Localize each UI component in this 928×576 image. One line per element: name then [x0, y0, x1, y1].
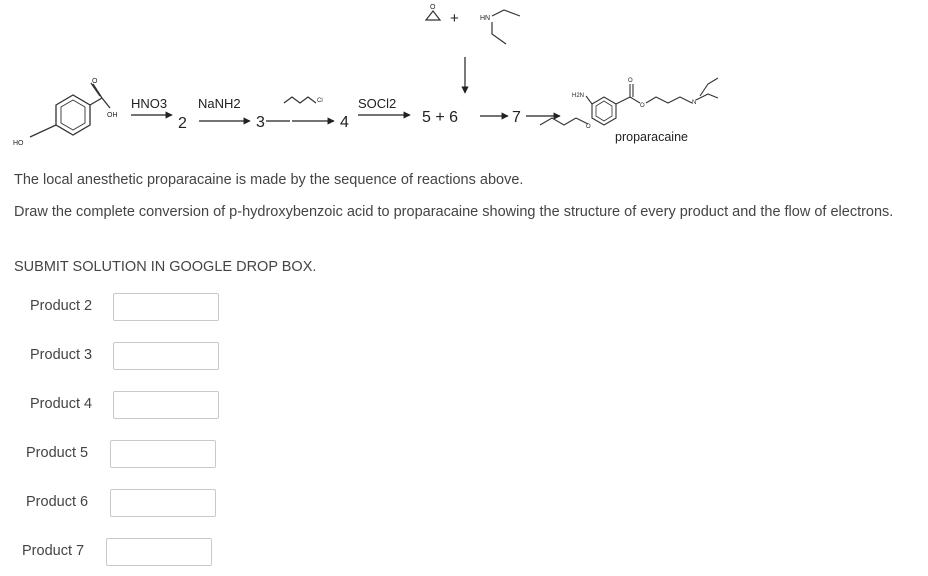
reagent-nanh2: NaNH2	[198, 96, 241, 111]
product-4-label: Product 4	[30, 396, 93, 412]
reagent-hno3: HNO3	[131, 96, 168, 111]
intro-text: The local anesthetic proparacaine is made by the sequence of reactions above.	[14, 172, 524, 188]
epoxide-structure	[426, 11, 440, 20]
acid-oh-label: OH	[107, 112, 118, 119]
product-3-input[interactable]	[113, 342, 219, 370]
diethylamine-structure	[492, 10, 520, 44]
svg-text:O: O	[586, 124, 591, 130]
product-4-input[interactable]	[113, 391, 219, 419]
product-4-number: 4	[340, 114, 349, 131]
amino-h2n-label: H2N	[572, 93, 585, 99]
reaction-scheme	[0, 0, 928, 165]
svg-text:N: N	[692, 100, 697, 106]
product-2-input[interactable]	[113, 293, 219, 321]
product-2-label: Product 2	[30, 298, 93, 314]
reagent-socl2: SOCl2	[358, 96, 397, 111]
product-7-input[interactable]	[106, 538, 212, 566]
amine-hn-label: HN	[480, 15, 491, 22]
product-3-number: 3	[256, 114, 265, 131]
product-5-label: Product 5	[26, 445, 89, 461]
product-6-input[interactable]	[110, 489, 216, 517]
product-5-input[interactable]	[110, 440, 216, 468]
svg-text:Cl: Cl	[317, 98, 323, 104]
alkyl-chloride-structure	[284, 97, 316, 103]
products-5-6-number: 5 + 6	[422, 109, 459, 126]
product-6-label: Product 6	[26, 494, 89, 510]
product-7-label: Product 7	[22, 543, 85, 559]
submit-instructions: SUBMIT SOLUTION IN GOOGLE DROP BOX.	[14, 259, 317, 275]
product-3-label: Product 3	[30, 347, 93, 363]
starting-material-structure	[30, 83, 110, 137]
plus-sign: +	[450, 10, 459, 27]
task-text: Draw the complete conversion of p-hydroxybenzoic acid to proparacaine showing the structure of every product and the flow of electrons.	[14, 204, 894, 220]
hydroxyl-label: HO	[13, 140, 24, 147]
svg-text:O: O	[92, 78, 98, 85]
product-7-number: 7	[512, 109, 521, 126]
svg-text:O: O	[430, 4, 436, 11]
svg-text:O: O	[640, 103, 645, 109]
svg-text:O: O	[628, 78, 633, 84]
proparacaine-label: proparacaine	[615, 130, 688, 144]
product-2-number: 2	[178, 115, 187, 132]
